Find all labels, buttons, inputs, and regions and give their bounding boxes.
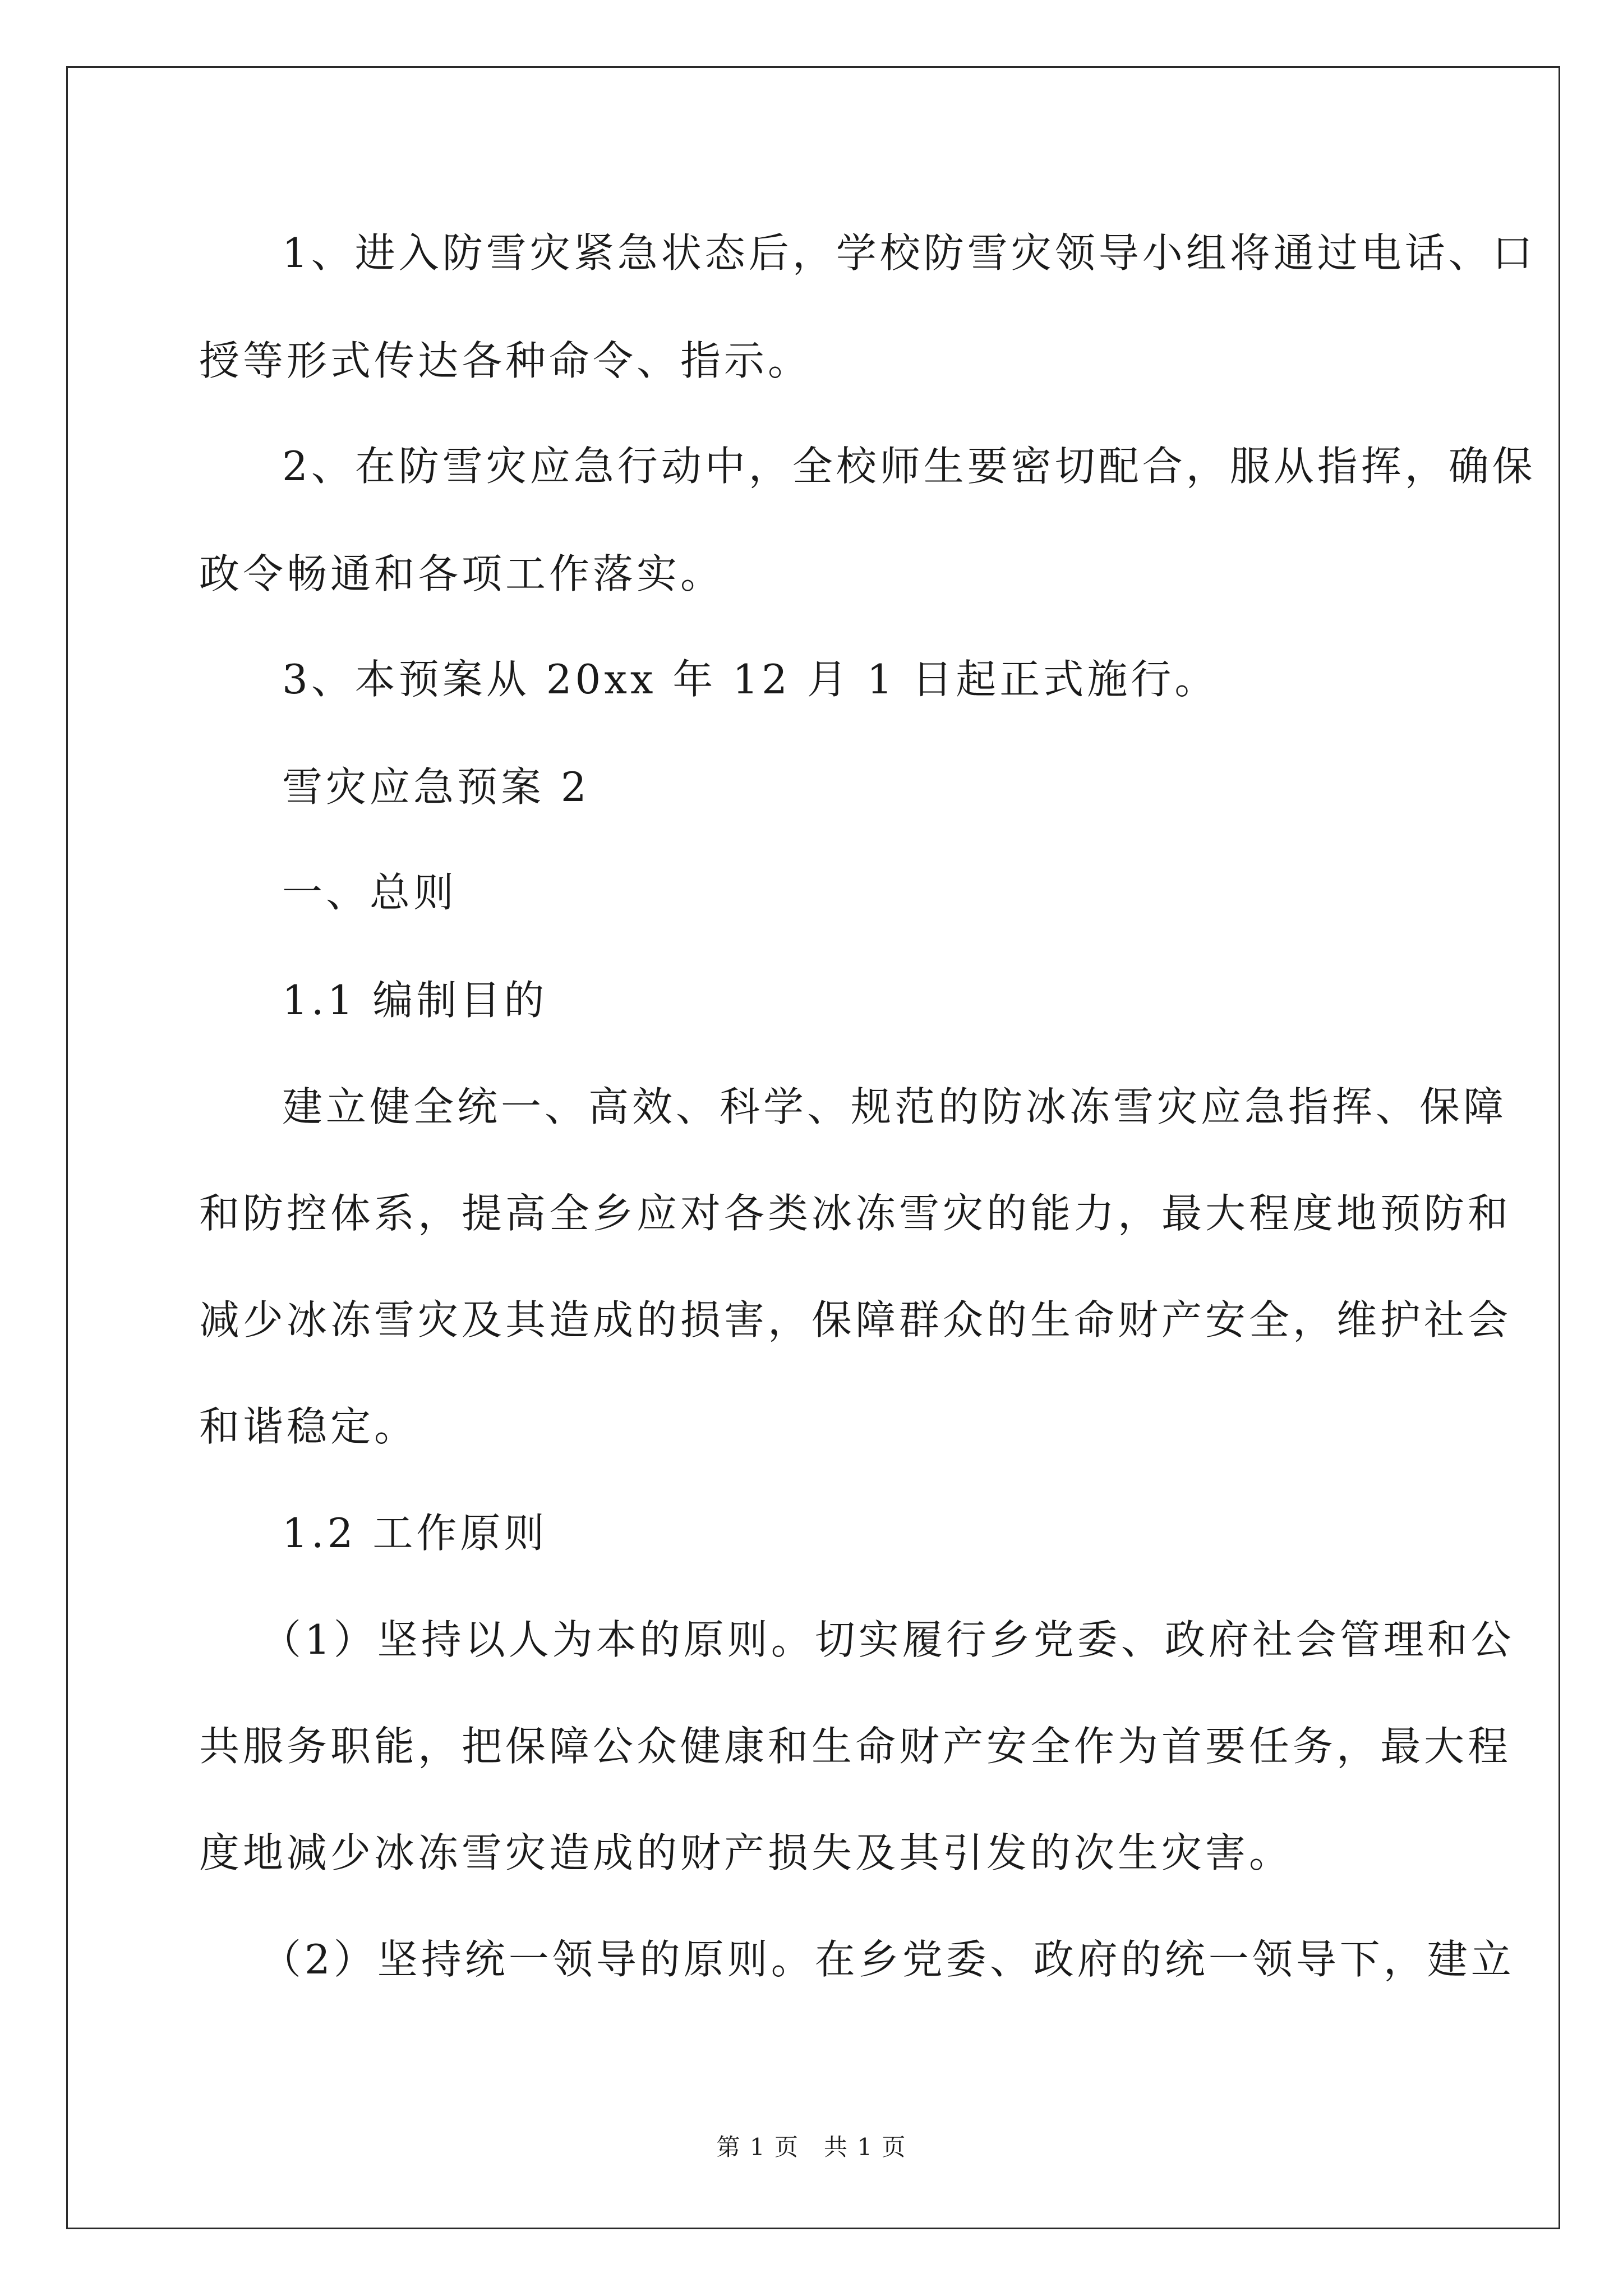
page-number-footer: 第 1 页 共 1 页	[716, 2133, 907, 2161]
text-line: （1）坚持以人为本的原则。切实履行乡党委、政府社会管理和公	[261, 1616, 1515, 1663]
text-line: 减少冰冻雪灾及其造成的损害，保障群众的生命财产安全，维护社会	[199, 1296, 1512, 1343]
text-line: 度地减少冰冻雪灾造成的财产损失及其引发的次生灾害。	[199, 1829, 1293, 1876]
text-line: 1、进入防雪灾紧急状态后，学校防雪灾领导小组将通过电话、口	[282, 229, 1536, 277]
text-line: 建立健全统一、高效、科学、规范的防冰冻雪灾应急指挥、保障	[282, 1083, 1507, 1130]
subsection-heading: 1.1 编制目的	[282, 977, 548, 1024]
page-border	[66, 66, 1560, 2229]
text-line: 共服务职能，把保障公众健康和生命财产安全作为首要任务，最大程	[199, 1723, 1512, 1770]
text-line: 3、本预案从 20xx 年 12 月 1 日起正式施行。	[282, 656, 1219, 703]
text-line: 和谐稳定。	[199, 1403, 418, 1450]
text-line: 授等形式传达各种命令、指示。	[199, 337, 812, 384]
section-heading: 一、总则	[282, 869, 458, 916]
text-line: （2）坚持统一领导的原则。在乡党委、政府的统一领导下，建立	[261, 1936, 1515, 1983]
text-line: 2、在防雪灾应急行动中，全校师生要密切配合，服从指挥，确保	[282, 443, 1536, 490]
text-line: 和防控体系，提高全乡应对各类冰冻雪灾的能力，最大程度地预防和	[199, 1190, 1512, 1237]
text-line: 政令畅通和各项工作落实。	[199, 550, 725, 597]
section-title: 雪灾应急预案 2	[282, 763, 590, 811]
subsection-heading: 1.2 工作原则	[282, 1510, 548, 1557]
